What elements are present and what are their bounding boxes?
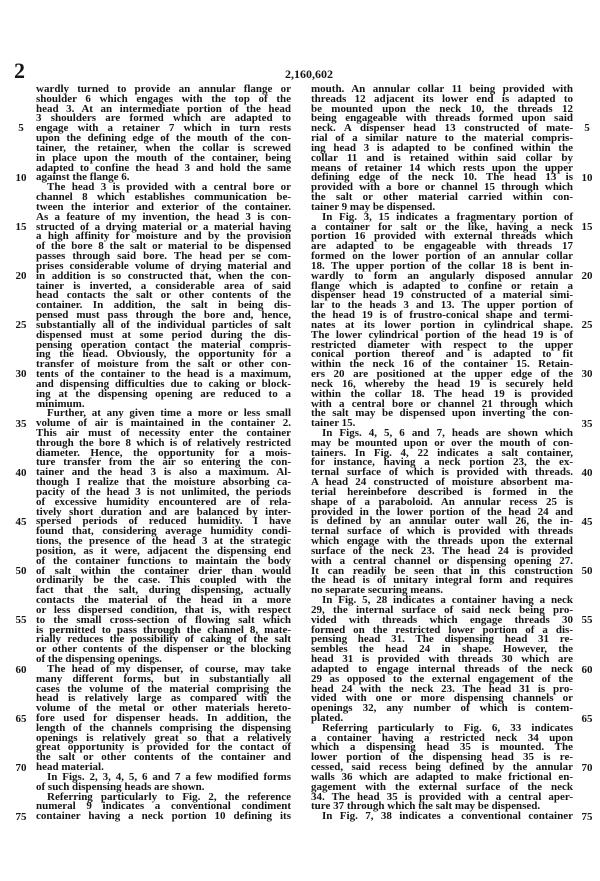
line-number: 15 <box>15 220 27 233</box>
text-line: and dispensing difficulties due to caking or block- <box>36 377 291 390</box>
text-line: the head 19 is of frustro-conical shape and termi- <box>311 309 573 322</box>
text-line: ing head 3 is adapted to be confined within the <box>311 141 573 154</box>
text-line: of the bore 8 the salt or material to be dispensed <box>36 240 291 253</box>
right-text-column <box>311 85 573 822</box>
text-line: upon the defining edge of the mouth of the con- <box>36 132 291 145</box>
text-line: ing the head. Obviously, the opportunity for a <box>36 348 291 361</box>
text-line: This air must of necessity enter the container <box>36 426 291 439</box>
line-number: 10 <box>581 171 593 184</box>
text-line: flange which is adapted to confine or retain a <box>311 279 573 292</box>
paragraph <box>311 210 573 430</box>
text-line: adapted to confine the head 3 and hold the same <box>36 161 291 174</box>
line-number: 35 <box>581 417 593 430</box>
text-line: tions, the presence of the head 3 at the strategic <box>36 535 291 548</box>
text-line: conical portion thereof and is adapted to fit <box>311 348 573 361</box>
text-line: no separate securing means. <box>311 584 443 597</box>
text-line: The head of my dispenser, of course, may take <box>47 662 291 675</box>
text-line: ternal surface of which is provided with threads. <box>311 466 573 479</box>
text-line: openings is relatively great so that a relatively <box>36 731 291 744</box>
text-line: rially reduces the possibility of caking of the salt <box>36 633 291 646</box>
text-line: tainer, the retainer, when the collar is screwed <box>36 141 291 154</box>
text-line: The head 3 is provided with a central bore or <box>47 181 291 194</box>
patent-number: 2,160,602 <box>285 67 333 81</box>
text-line: cessed, said recess being defined by the annular <box>311 761 573 774</box>
text-line: fore used for dispenser heads. In addition, the <box>36 712 291 724</box>
line-number: 20 <box>15 269 27 282</box>
text-line: are adapted to be engageable with threads 17 <box>311 240 573 253</box>
line-number: 40 <box>15 466 27 479</box>
text-line: neck. A dispenser head 13 constructed of mate- <box>311 122 573 135</box>
text-line: head is relatively large as compared with the <box>36 692 291 705</box>
text-line: means of retainer 14 which rests upon the upper <box>311 161 573 174</box>
text-line: of the container functions to maintain the body <box>36 554 291 567</box>
text-line: defining edge of the neck 10. The head 13 is <box>311 171 573 184</box>
paragraph <box>36 770 291 793</box>
text-line: ordinarily be the case. This coupled with the <box>36 574 291 587</box>
text-line: pensing head 31. The dispensing head 31 re- <box>311 633 573 646</box>
paragraph <box>311 596 573 724</box>
text-line: a container having a restricted neck 34 upon <box>311 731 573 744</box>
text-line: against the flange 6. <box>36 171 130 184</box>
text-line: many different forms, but in substantially all <box>36 672 291 685</box>
text-line: or less dispersed condition, that is, with respect <box>36 603 291 616</box>
text-line: lower portion of the dispensing head 35 is re- <box>311 751 573 764</box>
line-number: 40 <box>581 466 593 479</box>
paragraph <box>36 85 291 183</box>
text-line: Referring particularly to Fig. 6, 33 indicates <box>322 721 573 734</box>
text-line: head contacts the salt or other contents of the <box>36 289 291 302</box>
line-number: 10 <box>15 171 27 184</box>
text-line: ture 37 through which the salt may be dispensed. <box>311 800 541 813</box>
line-number: 45 <box>15 515 27 528</box>
text-line: a container for salt or the like, having a neck <box>311 220 573 233</box>
text-line: A head 24 constructed of moisture absorbent ma- <box>311 476 573 489</box>
text-line: head 3. At an intermediate portion of the head <box>36 102 291 115</box>
text-line: volume of air is maintained in the container 2. <box>36 417 291 430</box>
paragraph <box>311 426 573 597</box>
text-line: the salt or other material carried within con- <box>311 191 573 204</box>
text-line: rial of a similar nature to the material compris- <box>311 132 573 145</box>
text-line: portion 16 provided with external threads which <box>311 230 573 243</box>
text-line: the head is of unitary integral form and requires <box>311 574 573 587</box>
line-number: 60 <box>581 663 593 676</box>
text-line: for instance, having a neck portion 23, the ex- <box>311 456 573 469</box>
text-line: pacity of the head 3 is not unlimited, the periods <box>36 485 291 498</box>
paragraph <box>36 409 291 665</box>
text-line: ternal surface of which is provided with threads <box>311 525 573 538</box>
line-number: 70 <box>15 761 27 774</box>
text-line: a high affinity for moisture and by the provision <box>36 230 291 243</box>
text-line: 29 as opposed to the external engagement of the <box>311 672 573 685</box>
text-line: 29, the internal surface of said neck being pro- <box>311 603 573 616</box>
text-line: vided with one or more dispensing channels or <box>311 692 573 705</box>
line-number: 55 <box>15 614 27 627</box>
left-text-column <box>36 85 291 822</box>
line-number: 65 <box>15 712 27 725</box>
text-line: head 31 is provided with threads 30 which are <box>311 653 573 666</box>
text-line: In Fig. 7, 38 indicates a conventional container <box>322 810 573 823</box>
text-line: length of the channels comprising the dispensing <box>36 721 291 734</box>
text-line: numeral 9 indicates a conventional condiment <box>36 800 291 813</box>
line-number: 60 <box>15 663 27 676</box>
line-number: 75 <box>581 811 593 824</box>
text-line: head 24 with the neck 23. The head 31 is pro- <box>311 682 573 695</box>
text-line: substantially all of the individual particles of salt <box>36 318 291 331</box>
text-line: neck 16, whereby the head 19 is securely held <box>311 377 573 390</box>
text-line: which a dispensing head 35 is mounted. The <box>311 741 573 754</box>
text-line: to the small cross-section of flowing salt which <box>36 613 291 626</box>
text-line: transfer of moisture from the salt or other con- <box>36 358 291 371</box>
text-line: of salt within the container drier than would <box>36 564 291 577</box>
line-number: 50 <box>581 565 593 578</box>
text-line: provided in the lower portion of the head 24 and <box>311 505 573 518</box>
text-line: the salt may be dispensed upon inverting the con- <box>311 407 573 420</box>
text-line: terial hereinbefore described is formed in the <box>311 485 573 498</box>
text-line: found that, considering average humidity condi- <box>36 525 291 538</box>
line-number: 5 <box>584 122 590 135</box>
line-number: 50 <box>15 565 27 578</box>
line-number: 30 <box>581 368 593 381</box>
text-line: ture transfer from the air so entering the con- <box>36 456 291 469</box>
text-line: shoulder 6 which engages with the top of the <box>36 92 291 105</box>
text-line: dispenser head 19 constructed of a material simi- <box>311 289 573 302</box>
text-line: great opportunity is provided for the contact of <box>36 741 291 754</box>
text-line: provided with a bore or channel 15 through which <box>311 181 573 194</box>
paragraph <box>311 812 573 822</box>
paragraph <box>36 183 291 409</box>
line-number: 75 <box>15 811 27 824</box>
text-line: is permitted to pass through the channel 8, mate- <box>36 623 291 636</box>
text-line: vided with threads which engage threads 30 <box>311 613 573 626</box>
text-line: tainer 9 may be dispensed. <box>311 200 436 213</box>
text-line: Referring particularly to Fig. 2, the reference <box>47 790 291 803</box>
line-number: 35 <box>15 417 27 430</box>
text-line: formed on the lower portion of an annular collar <box>311 250 573 263</box>
text-line: collar 11 and is retained within said collar by <box>311 151 573 164</box>
text-line: adapted to engage internal threads of the neck <box>311 662 573 675</box>
paragraph <box>311 85 573 213</box>
text-line: position, as it were, adjacent the dispensing end <box>36 544 291 557</box>
text-line: In Figs. 4, 5, 6 and 7, heads are shown which <box>322 426 573 439</box>
text-line: wardly turned to provide an annular flange or <box>36 83 291 95</box>
text-line: or other contents of the dispenser or the blocking <box>36 643 291 656</box>
text-line: openings 32, any number of which is contem- <box>311 702 573 715</box>
text-line: fact that the salt, during dispensing, actually <box>36 584 291 597</box>
paragraph <box>36 662 291 774</box>
text-line: In Figs. 2, 3, 4, 5, 6 and 7 a few modified forms <box>47 770 291 783</box>
paragraph <box>311 721 573 813</box>
line-number: 65 <box>581 712 593 725</box>
line-number: 25 <box>581 319 593 332</box>
text-line: As a feature of my invention, the head 3 is con- <box>36 210 291 223</box>
text-line: sembles the head 24 in shape. However, the <box>311 643 573 656</box>
text-line: be mounted upon the neck 10, the threads 12 <box>311 102 573 115</box>
text-line: container. In addition, the salt in being dis- <box>36 299 291 312</box>
text-line: 3 shoulders are formed which are adapted to <box>36 112 291 125</box>
text-line: surface of the neck 23. The head 24 is provided <box>311 544 573 557</box>
text-line: passes through said bore. The head per se com- <box>36 250 291 263</box>
text-line: walls 36 which are adapted to make frictional en- <box>311 770 573 783</box>
text-line: pensed must pass through the bore and, hence, <box>36 309 291 322</box>
text-line: the salt or other contents of the container and <box>36 751 291 764</box>
text-line: threads 12 adjacent its lower end is adapted to <box>311 92 573 105</box>
text-line: tively short duration and are balanced by inter- <box>36 505 291 518</box>
text-line: prises considerable volume of drying material and <box>36 259 291 272</box>
text-line: tainer is inverted, a considerable area of said <box>36 279 291 292</box>
text-line: within the neck 16 of the container 15. Retain- <box>311 358 573 371</box>
text-line: tents of the container to the head is a maximum, <box>36 368 291 381</box>
text-line: cases the volume of the material comprising the <box>36 682 291 695</box>
text-line: structed of a drying material or a material having <box>36 220 291 233</box>
text-line: ing at the dispensing opening are reduced to a <box>36 387 291 400</box>
page-number: 2 <box>14 58 25 83</box>
text-line: Further, at any given time a more or less small <box>47 407 291 420</box>
text-line: with a central channel or dispensing opening 27. <box>311 554 573 567</box>
text-line: being engageable with threads formed upon said <box>311 112 573 125</box>
text-line: which engage with the threads upon the external <box>311 535 573 548</box>
text-line: gagement with the external surface of the neck <box>311 780 573 793</box>
text-line: tween the interior and exterior of the container. <box>36 200 291 213</box>
text-line: shape of a paraboloid. An annular recess 25 is <box>311 495 573 508</box>
text-line: wardly to form an angularly disposed annular <box>311 269 573 282</box>
text-line: plated. <box>311 712 344 724</box>
text-line: mouth. An annular collar 11 being provided with <box>311 83 573 95</box>
text-line: diameter. Hence, the opportunity for a mois- <box>36 446 291 459</box>
text-line: of the dispensing openings. <box>36 653 162 666</box>
text-line: with a central bore or channel 21 through which <box>311 397 573 410</box>
text-line: of excessive humidity encountered are of rela- <box>36 495 291 508</box>
text-line: in addition is so constructed that, when the con- <box>36 269 291 282</box>
text-line: volume of the metal or other materials hereto- <box>36 702 291 715</box>
text-line: restricted diameter with respect to the upper <box>311 338 573 351</box>
left-line-numbers <box>11 85 31 825</box>
line-number: 25 <box>15 319 27 332</box>
text-line: may be mounted upon or over the mouth of con- <box>311 436 573 449</box>
text-line: 18. The upper portion of the collar 18 is bent in- <box>311 259 573 272</box>
text-line: 34. The head 35 is provided with a central aper- <box>311 790 573 803</box>
text-line: In Fig. 5, 28 indicates a container having a neck <box>322 594 573 607</box>
line-number: 15 <box>581 220 593 233</box>
text-line: minimum. <box>36 397 85 410</box>
text-line: channel 8 which establishes communication be- <box>36 191 291 204</box>
text-line: The lower cylindrical portion of the head 19 is of <box>311 328 573 341</box>
text-line: It can readily be seen that in this construction <box>311 564 573 577</box>
text-line: contacts the material of the head in a more <box>36 594 291 607</box>
line-number: 20 <box>581 269 593 282</box>
line-number: 45 <box>581 515 593 528</box>
text-line: tainers. In Fig. 4, 22 indicates a salt container, <box>311 446 573 459</box>
right-line-numbers <box>577 85 597 825</box>
line-number: 55 <box>581 614 593 627</box>
text-line: pensing operation contact the material compris- <box>36 338 291 351</box>
text-line: within the collar 18. The head 19 is provided <box>311 387 573 400</box>
text-line: container having a neck portion 10 defining its <box>36 810 291 823</box>
paragraph <box>36 790 291 823</box>
line-number: 30 <box>15 368 27 381</box>
text-line: engage with a retainer 7 which in turn rests <box>36 122 291 135</box>
text-line: spersed periods of reduced humidity. I have <box>36 515 291 528</box>
text-line: of such dispensing heads are shown. <box>36 780 205 793</box>
text-line: is defined by an annular outer wall 26, the in- <box>311 515 573 528</box>
text-line: in place upon the mouth of the container, being <box>36 151 291 164</box>
text-line: tainer 15. <box>311 417 356 430</box>
text-line: lar to the heads 3 and 13. The upper portion of <box>311 299 573 312</box>
text-line: ers 20 are positioned at the upper edge of the <box>311 368 573 381</box>
text-line: tainer and the head 3 is also a maximum. Al- <box>36 466 291 479</box>
text-line: though I realize that the moisture absorbing ca- <box>36 476 291 489</box>
line-number: 70 <box>581 761 593 774</box>
text-line: nates at its lower portion in cylindrical shape. <box>311 318 573 331</box>
text-line: In Fig. 3, 15 indicates a fragmentary portion of <box>322 210 573 223</box>
text-line: head material. <box>36 761 104 774</box>
text-line: formed on the restricted lower portion of a dis- <box>311 623 573 636</box>
text-line: dispensed must at some period during the dis- <box>36 328 291 341</box>
text-line: through the bore 8 which is of relatively restricted <box>36 436 291 449</box>
line-number: 5 <box>18 122 24 135</box>
